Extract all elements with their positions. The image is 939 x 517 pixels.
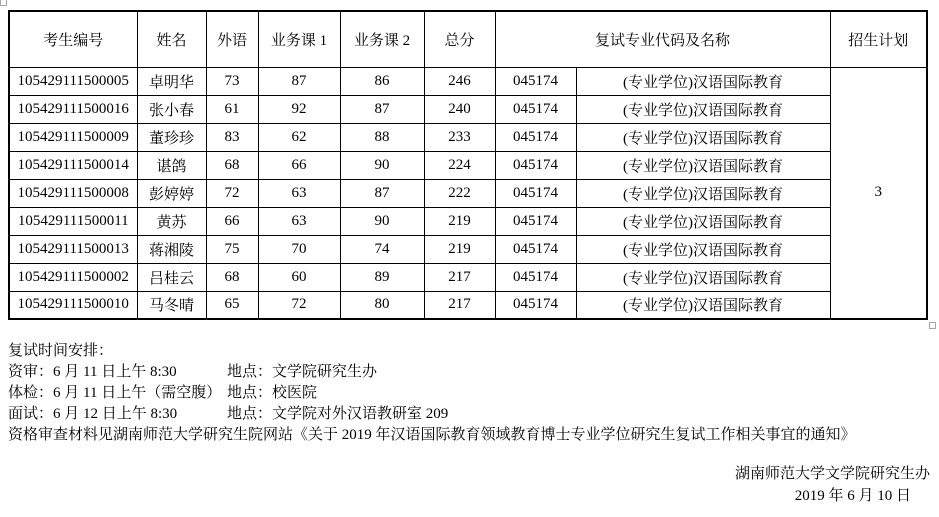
header-course2: 业务课 2 xyxy=(340,11,424,67)
cell-major-code: 045174 xyxy=(495,151,576,179)
signature-date: 2019 年 6 月 10 日 xyxy=(794,488,911,504)
cell-major-name: (专业学位)汉语国际教育 xyxy=(576,67,830,95)
schedule-heading: 复试时间安排： xyxy=(8,343,114,359)
cell-course1: 92 xyxy=(258,95,340,123)
table-row xyxy=(9,123,927,151)
header-row xyxy=(9,11,927,67)
cell-course2: 87 xyxy=(340,179,424,207)
results-table-body xyxy=(9,67,927,319)
cell-major-code: 045174 xyxy=(495,123,576,151)
cell-course2: 87 xyxy=(340,95,424,123)
results-table xyxy=(8,10,928,320)
cell-foreign-lang: 83 xyxy=(206,123,258,151)
cell-major-code: 045174 xyxy=(495,291,576,319)
table-row xyxy=(9,67,927,95)
schedule-place: 地点：文学院研究生办 xyxy=(227,364,378,380)
cell-id: 105429111500013 xyxy=(9,235,137,263)
cell-course1: 66 xyxy=(258,151,340,179)
schedule-block xyxy=(8,341,856,446)
cell-major-code: 045174 xyxy=(495,235,576,263)
cell-total: 224 xyxy=(424,151,495,179)
cell-course2: 88 xyxy=(340,123,424,151)
cell-id: 105429111500014 xyxy=(9,151,137,179)
cell-id: 105429111500002 xyxy=(9,263,137,291)
schedule-place: 地点：校医院 xyxy=(227,385,318,401)
schedule-time: 体检：6 月 11 日上午（需空腹） xyxy=(8,385,222,401)
cell-name: 张小春 xyxy=(137,95,206,123)
cell-name: 卓明华 xyxy=(137,67,206,95)
cell-course1: 63 xyxy=(258,207,340,235)
cell-major-code: 045174 xyxy=(495,95,576,123)
cell-major-name: (专业学位)汉语国际教育 xyxy=(576,179,830,207)
qualification-note: 资格审查材料见湖南师范大学研究生院网站《关于 2019 年汉语国际教育领域教育博士专业学位研究生复试工作相关事宜的通知》 xyxy=(8,427,856,443)
cell-course2: 90 xyxy=(340,207,424,235)
cell-major-code: 045174 xyxy=(495,67,576,95)
cell-id: 105429111500009 xyxy=(9,123,137,151)
header-candidate-id: 考生编号 xyxy=(9,11,137,67)
cell-major-code: 045174 xyxy=(495,263,576,291)
cell-major-code: 045174 xyxy=(495,179,576,207)
cell-course2: 89 xyxy=(340,263,424,291)
cell-course1: 60 xyxy=(258,263,340,291)
cell-name: 彭婷婷 xyxy=(137,179,206,207)
cell-id: 105429111500005 xyxy=(9,67,137,95)
cell-total: 219 xyxy=(424,207,495,235)
table-resize-handle[interactable] xyxy=(929,322,936,329)
cell-total: 217 xyxy=(424,291,495,319)
schedule-time: 资审：6 月 11 日上午 8:30 xyxy=(8,364,177,380)
cell-foreign-lang: 75 xyxy=(206,235,258,263)
schedule-place: 地点：文学院对外汉语教研室 209 xyxy=(227,406,449,422)
cell-foreign-lang: 73 xyxy=(206,67,258,95)
header-major-code-name: 复试专业代码及名称 xyxy=(495,11,830,67)
cell-course2: 90 xyxy=(340,151,424,179)
cell-major-name: (专业学位)汉语国际教育 xyxy=(576,123,830,151)
cell-total: 222 xyxy=(424,179,495,207)
header-enrollment-plan: 招生计划 xyxy=(830,11,927,67)
header-total-score: 总分 xyxy=(424,11,495,67)
cell-major-code: 045174 xyxy=(495,207,576,235)
cell-foreign-lang: 66 xyxy=(206,207,258,235)
cell-total: 246 xyxy=(424,67,495,95)
cell-major-name: (专业学位)汉语国际教育 xyxy=(576,291,830,319)
cell-id: 105429111500011 xyxy=(9,207,137,235)
cell-course1: 63 xyxy=(258,179,340,207)
cell-foreign-lang: 65 xyxy=(206,291,258,319)
cell-foreign-lang: 68 xyxy=(206,263,258,291)
cell-course2: 74 xyxy=(340,235,424,263)
cell-name: 谌鸽 xyxy=(137,151,206,179)
cell-name: 黄苏 xyxy=(137,207,206,235)
cell-major-name: (专业学位)汉语国际教育 xyxy=(576,207,830,235)
cell-total: 233 xyxy=(424,123,495,151)
cell-course1: 87 xyxy=(258,67,340,95)
cell-major-name: (专业学位)汉语国际教育 xyxy=(576,95,830,123)
cell-course1: 62 xyxy=(258,123,340,151)
table-move-handle[interactable] xyxy=(0,0,7,6)
signature-block xyxy=(735,463,930,507)
cell-course2: 80 xyxy=(340,291,424,319)
table-row xyxy=(9,291,927,319)
cell-foreign-lang: 68 xyxy=(206,151,258,179)
cell-foreign-lang: 72 xyxy=(206,179,258,207)
cell-major-name: (专业学位)汉语国际教育 xyxy=(576,151,830,179)
table-row xyxy=(9,235,927,263)
cell-name: 马冬晴 xyxy=(137,291,206,319)
cell-course2: 86 xyxy=(340,67,424,95)
cell-name: 吕桂云 xyxy=(137,263,206,291)
table-row xyxy=(9,95,927,123)
table-row xyxy=(9,151,927,179)
cell-course1: 70 xyxy=(258,235,340,263)
cell-name: 蒋湘陵 xyxy=(137,235,206,263)
cell-total: 240 xyxy=(424,95,495,123)
schedule-line xyxy=(8,362,856,383)
cell-enrollment-plan: 3 xyxy=(830,67,927,319)
cell-major-name: (专业学位)汉语国际教育 xyxy=(576,235,830,263)
cell-major-name: (专业学位)汉语国际教育 xyxy=(576,263,830,291)
schedule-line xyxy=(8,383,856,404)
cell-id: 105429111500008 xyxy=(9,179,137,207)
header-foreign-lang: 外语 xyxy=(206,11,258,67)
signature-org: 湖南师范大学文学院研究生办 xyxy=(734,466,930,482)
schedule-time: 面试：6 月 12 日上午 8:30 xyxy=(8,406,178,422)
cell-total: 219 xyxy=(424,235,495,263)
schedule-line xyxy=(8,404,856,425)
cell-id: 105429111500016 xyxy=(9,95,137,123)
cell-id: 105429111500010 xyxy=(9,291,137,319)
cell-foreign-lang: 61 xyxy=(206,95,258,123)
table-row xyxy=(9,179,927,207)
header-course1: 业务课 1 xyxy=(258,11,340,67)
table-row xyxy=(9,207,927,235)
cell-total: 217 xyxy=(424,263,495,291)
cell-course1: 72 xyxy=(258,291,340,319)
header-name: 姓名 xyxy=(137,11,206,67)
table-row xyxy=(9,263,927,291)
cell-name: 董珍珍 xyxy=(137,123,206,151)
